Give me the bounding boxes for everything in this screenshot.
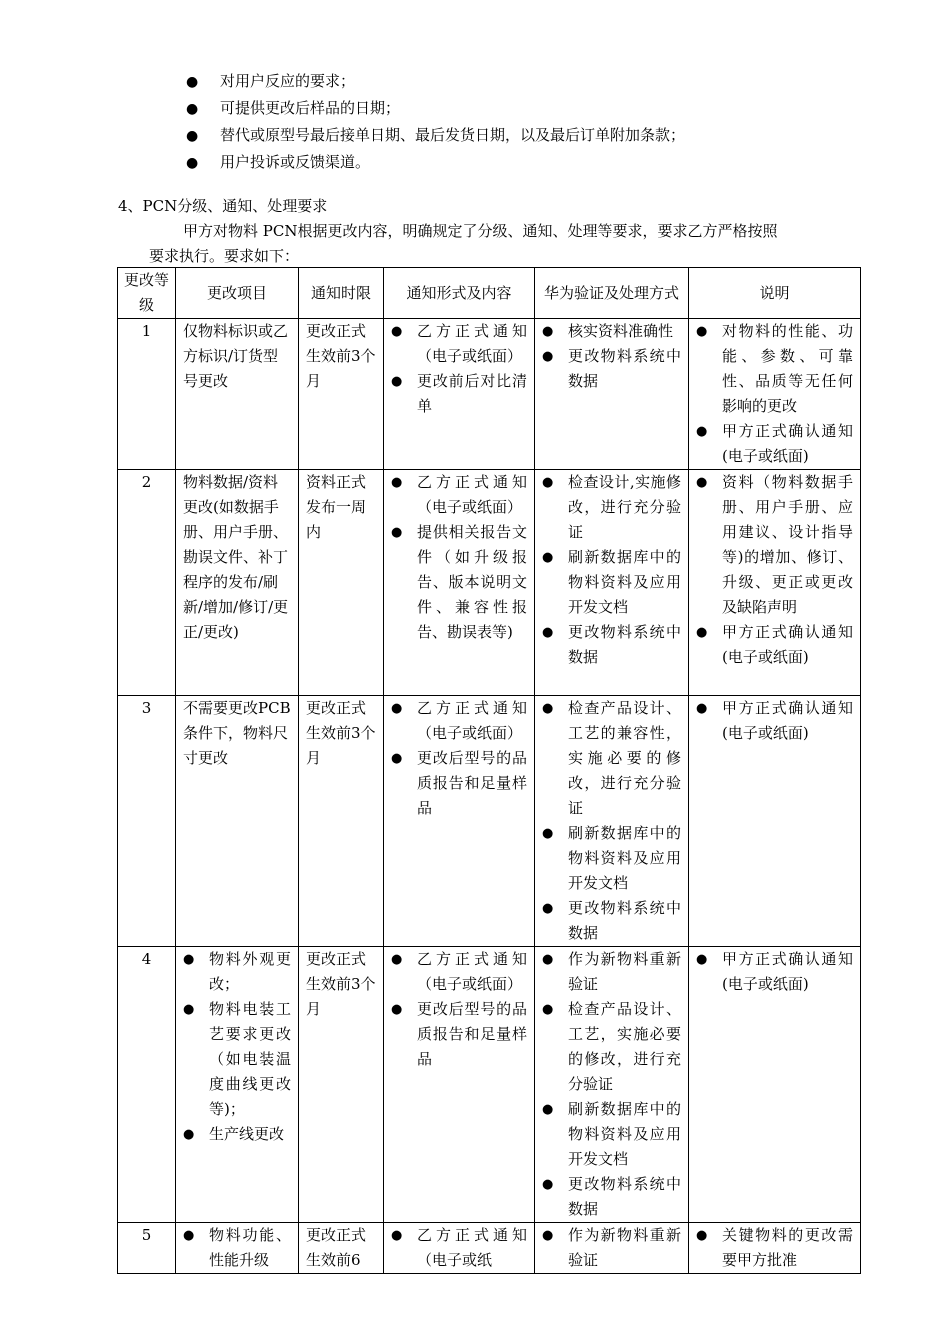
header-item: 更改项目 — [176, 268, 299, 319]
requirement-bullet-list — [186, 68, 685, 176]
item-cell: 仅物料标识或乙方标识/订货型号更改 — [176, 319, 299, 470]
level-cell: 5 — [118, 1223, 176, 1274]
table-header-row — [118, 268, 861, 319]
note-cell — [689, 696, 861, 947]
list-item: ● 对物料的性能、功能、参数、可靠性、品质等无任何影响的更改 — [696, 319, 853, 419]
verify-cell — [535, 947, 689, 1223]
bullet-text: 可提供更改后样品的日期； — [220, 99, 401, 117]
intro-line-1: 甲方对物料 PCN根据更改内容，明确规定了分级、通知、处理等要求，要求乙方严格按照 — [183, 222, 778, 240]
list-item: ● 甲方正式确认通知(电子或纸面) — [696, 620, 853, 670]
list-item: ● 关键物料的更改需要甲方批准 — [696, 1223, 853, 1273]
bullet-text: 对用户反应的要求； — [220, 72, 356, 90]
list-item: ● 更改后型号的品质报告和足量样品 — [391, 746, 527, 821]
list-item: ● 更改物料系统中数据 — [542, 620, 681, 670]
deadline-cell: 资料正式发布一周内 — [299, 470, 384, 696]
list-item: ● 乙方正式通知（电子或纸面） — [391, 947, 527, 997]
item-cell — [176, 947, 299, 1223]
bullet-item — [186, 122, 685, 149]
list-item: ● 更改前后对比清单 — [391, 369, 527, 419]
list-item: ● 提供相关报告文件（如升级报告、版本说明文件、兼容性报告、勘误表等) — [391, 520, 527, 645]
header-deadline: 通知时限 — [299, 268, 384, 319]
note-cell — [689, 470, 861, 696]
table-row — [118, 319, 861, 470]
note-cell — [689, 1223, 861, 1274]
header-verify: 华为验证及处理方式 — [535, 268, 689, 319]
list-item: ● 乙方正式通知（电子或纸面） — [391, 696, 527, 746]
list-item: ● 乙方正式通知（电子或纸面） — [391, 470, 527, 520]
note-cell — [689, 319, 861, 470]
list-item: ● 更改物料系统中数据 — [542, 896, 681, 946]
header-note: 说明 — [689, 268, 861, 319]
verify-cell — [535, 470, 689, 696]
item-cell: 物料数据/资料更改(如数据手册、用户手册、勘误文件、补丁程序的发布/刷新/增加/修订/更正/更改) — [176, 470, 299, 696]
notice-cell — [384, 696, 535, 947]
level-cell: 3 — [118, 696, 176, 947]
header-level: 更改等级 — [118, 268, 176, 319]
notice-cell — [384, 319, 535, 470]
list-item: ● 刷新数据库中的物料资料及应用开发文档 — [542, 545, 681, 620]
list-item: ● 作为新物料重新验证 — [542, 947, 681, 997]
notice-cell — [384, 470, 535, 696]
header-notice: 通知形式及内容 — [384, 268, 535, 319]
deadline-cell: 更改正式生效前6 — [299, 1223, 384, 1274]
item-cell — [176, 1223, 299, 1274]
bullet-icon: ● — [186, 101, 199, 117]
list-item: ● 检查产品设计、工艺，实施必要的修改，进行充分验证 — [542, 997, 681, 1097]
list-item: ● 更改物料系统中数据 — [542, 1172, 681, 1222]
verify-cell — [535, 1223, 689, 1274]
bullet-icon: ● — [186, 128, 199, 144]
list-item: ● 乙方正式通知（电子或纸面） — [391, 319, 527, 369]
verify-cell — [535, 696, 689, 947]
notice-cell — [384, 947, 535, 1223]
list-item: ● 物料外观更改； — [183, 947, 291, 997]
level-cell: 2 — [118, 470, 176, 696]
deadline-cell: 更改正式生效前3个月 — [299, 696, 384, 947]
list-item: ● 刷新数据库中的物料资料及应用开发文档 — [542, 1097, 681, 1172]
verify-cell — [535, 319, 689, 470]
level-cell: 1 — [118, 319, 176, 470]
list-item: ● 甲方正式确认通知(电子或纸面) — [696, 696, 853, 746]
list-item: ● 乙方正式通知（电子或纸 — [391, 1223, 527, 1273]
list-item: ● 更改物料系统中数据 — [542, 344, 681, 394]
table-row — [118, 947, 861, 1223]
item-cell: 不需要更改PCB条件下，物料尺寸更改 — [176, 696, 299, 947]
deadline-cell: 更改正式生效前3个月 — [299, 947, 384, 1223]
bullet-icon: ● — [186, 155, 199, 171]
list-item: ● 作为新物料重新验证 — [542, 1223, 681, 1273]
bullet-icon: ● — [186, 74, 199, 90]
list-item: ● 核实资料准确性 — [542, 319, 681, 344]
pcn-table — [117, 267, 861, 1274]
list-item: ● 资料（物料数据手册、用户手册、应用建议、设计指导等)的增加、修订、升级、更正或更改及缺陷声明 — [696, 470, 853, 620]
list-item: ● 甲方正式确认通知(电子或纸面) — [696, 947, 853, 997]
list-item: ● 物料功能、性能升级 — [183, 1223, 291, 1273]
bullet-text: 用户投诉或反馈渠道。 — [220, 153, 371, 171]
deadline-cell: 更改正式生效前3个月 — [299, 319, 384, 470]
bullet-text: 替代或原型号最后接单日期、最后发货日期，以及最后订单附加条款； — [220, 126, 686, 144]
list-item: ● 生产线更改 — [183, 1122, 291, 1147]
list-item: ● 刷新数据库中的物料资料及应用开发文档 — [542, 821, 681, 896]
notice-cell — [384, 1223, 535, 1274]
note-cell — [689, 947, 861, 1223]
section-heading: 4、PCN分级、通知、处理要求 — [118, 197, 328, 215]
bullet-item — [186, 149, 685, 176]
table-row — [118, 696, 861, 947]
list-item: ● 甲方正式确认通知(电子或纸面) — [696, 419, 853, 469]
intro-line-2: 要求执行。要求如下： — [149, 247, 300, 265]
list-item: ● 检查设计,实施修改，进行充分验证 — [542, 470, 681, 545]
bullet-item — [186, 95, 685, 122]
list-item: ● 检查产品设计、工艺的兼容性，实施必要的修改，进行充分验证 — [542, 696, 681, 821]
table-row — [118, 1223, 861, 1274]
list-item: ● 更改后型号的品质报告和足量样品 — [391, 997, 527, 1072]
table-row — [118, 470, 861, 696]
bullet-item — [186, 68, 685, 95]
level-cell: 4 — [118, 947, 176, 1223]
list-item: ● 物料电装工艺要求更改（如电装温度曲线更改等)； — [183, 997, 291, 1122]
